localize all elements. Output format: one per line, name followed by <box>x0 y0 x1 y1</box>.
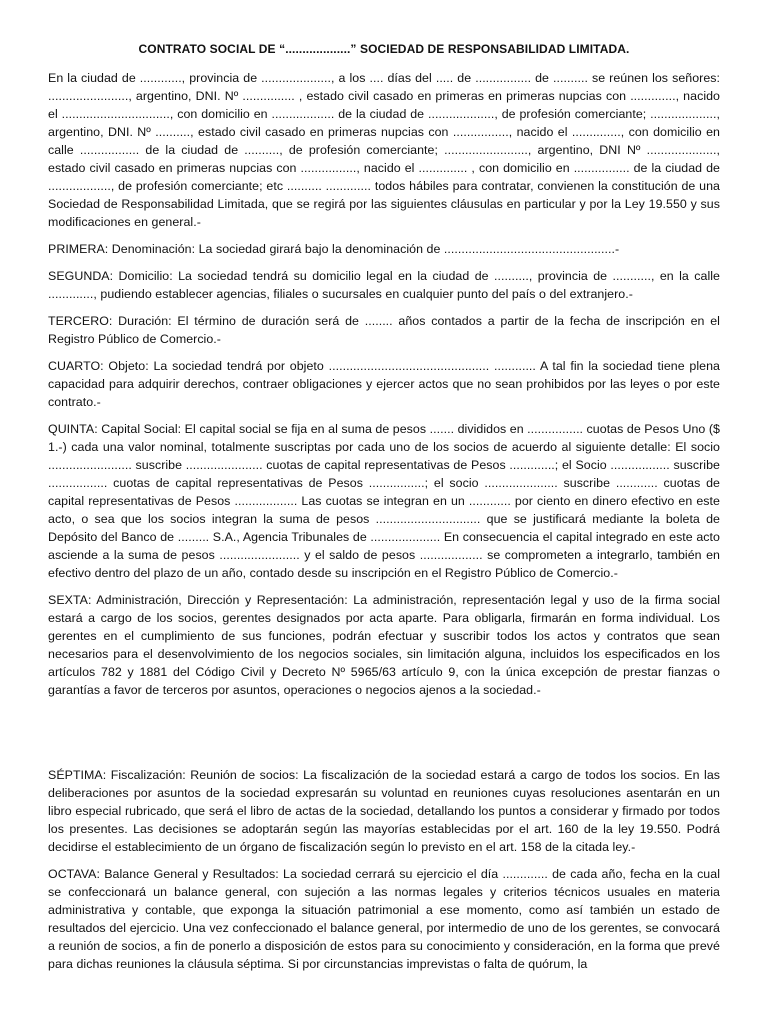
intro-paragraph: En la ciudad de ............, provincia de ...................., a los .... días del ..... de ................ de .......... se reúnen los señores: ......................., argentino, DNI. Nº ............... , estado civil casado en primeras en primeras nupcias con ............., nacido el ..............................., con domicilio en .................. de la ciudad de ..................., de profesión comerciante; ..................., argentino, DNI. Nº .........., estado civil casado en primeras nupcias con ................, nacido el .............., con domicilio en calle ................. de la ciudad de .........., de profesión comerciante; ........................, argentino, DNI Nº ...................., estado civil casado en primeras nupcias con ................, nacido el .............. , con domicilio en ................ de la ciudad de .................., de profesión comerciante; etc .......... ............. todos hábiles para contratar, convienen la constitución de una Sociedad de Responsabilidad Limitada, que se regirá por las siguientes cláusulas en particular y por la Ley 19.550 y sus modificaciones en general.- <box>48 71 720 229</box>
clause-septima: SÉPTIMA: Fiscalización: Reunión de socios: La fiscalización de la sociedad estará a cargo de todos los socios. En las deliberaciones por asuntos de la sociedad expresarán su voluntad en reuniones cuyas resoluciones asentarán en un libro especial rubricado, que será el libro de actas de la sociedad, detallando los puntos a considerar y firmado por todos los presentes. Las decisiones se adoptarán según las mayorías establecidas por el art. 160 de la ley 19.550. Podrá decidirse el establecimiento de un órgano de fiscalización según lo previsto en el art. 158 de la citada ley.- <box>48 768 720 854</box>
document-title: CONTRATO SOCIAL DE “...................” SOCIEDAD DE RESPONSABILIDAD LIMITADA. <box>138 42 630 56</box>
clause-octava: OCTAVA: Balance General y Resultados: La sociedad cerrará su ejercicio el día ............. de cada año, fecha en la cual se confeccionará un balance general, con sujeción a las normas legales y criterios técnicos usuales en materia administrativa y contable, que exponga la situación patrimonial a ese momento, como así también un estado de resultados del ejercicio. Una vez confeccionado el balance general, por intermedio de uno de los gerentes, se convocará a reunión de socios, a fin de ponerlo a disposición de estos para su conocimiento y consideración, en la forma que prevé para dichas reuniones la cláusula séptima. Si por circunstancias imprevistas o falta de quórum, la <box>48 867 720 971</box>
clause-segunda: SEGUNDA: Domicilio: La sociedad tendrá su domicilio legal en la ciudad de .........., provincia de ..........., en la calle ............., pudiendo establecer agencias, filiales o sucursales en cualquier punto del país o del extranjero.- <box>48 269 720 301</box>
page-gap <box>48 708 720 766</box>
clause-cuarto: CUARTO: Objeto: La sociedad tendrá por objeto .............................................. ............ A tal fin la sociedad tiene plena capacidad para adquirir derechos, contraer obligaciones y ejercer actos que no sean prohibidos por las leyes o por este contrato.- <box>48 359 720 409</box>
clause-tercero: TERCERO: Duración: El término de duración será de ........ años contados a partir de la fecha de inscripción en el Registro Público de Comercio.- <box>48 314 720 346</box>
clause-primera: PRIMERA: Denominación: La sociedad girará bajo la denominación de .................................................- <box>48 242 620 256</box>
clause-quinta: QUINTA: Capital Social: El capital social se fija en al suma de pesos ....... divididos en ................ cuotas de Pesos Uno ($ 1.-) cada una valor nominal, totalmente suscriptas por cada uno de los socios de acuerdo al siguiente detalle: El socio ........................ suscribe ...................... cuotas de capital representativas de Pesos .............; el Socio ................. suscribe ................. cuotas de capital representativas de Pesos ................; el socio ..................... suscribe ............ cuotas de capital representativas de Pesos .................. Las cuotas se integran en un ............ por ciento en dinero efectivo en este acto, o sea que los socios integran la suma de pesos .............................. que se justificará mediante la boleta de Depósito del Banco de ......... S.A., Agencia Tribunales de .................... En consecuencia el capital integrado en este acto asciende a la suma de pesos ....................... y el saldo de pesos .................. se comprometen a integrarlo, también en efectivo dentro del plazo de un año, contado desde su inscripción en el Registro Público de Comercio.- <box>48 422 720 580</box>
clause-sexta: SEXTA: Administración, Dirección y Representación: La administración, representación legal y uso de la firma social estará a cargo de los socios, gerentes designados por acta aparte. Para obligarla, firmarán en forma individual. Los gerentes en el cumplimiento de sus funciones, podrán efectuar y suscribir todos los actos y contratos que sean necesarios para el desenvolvimiento de los negocios sociales, sin limitación alguna, incluidos los especificados en los artículos 782 y 1881 del Código Civil y Decreto Nº 5965/63 artículo 9, con la única excepción de prestar fianzas o garantías a favor de terceros por asuntos, operaciones o negocios ajenos a la sociedad.- <box>48 593 720 697</box>
